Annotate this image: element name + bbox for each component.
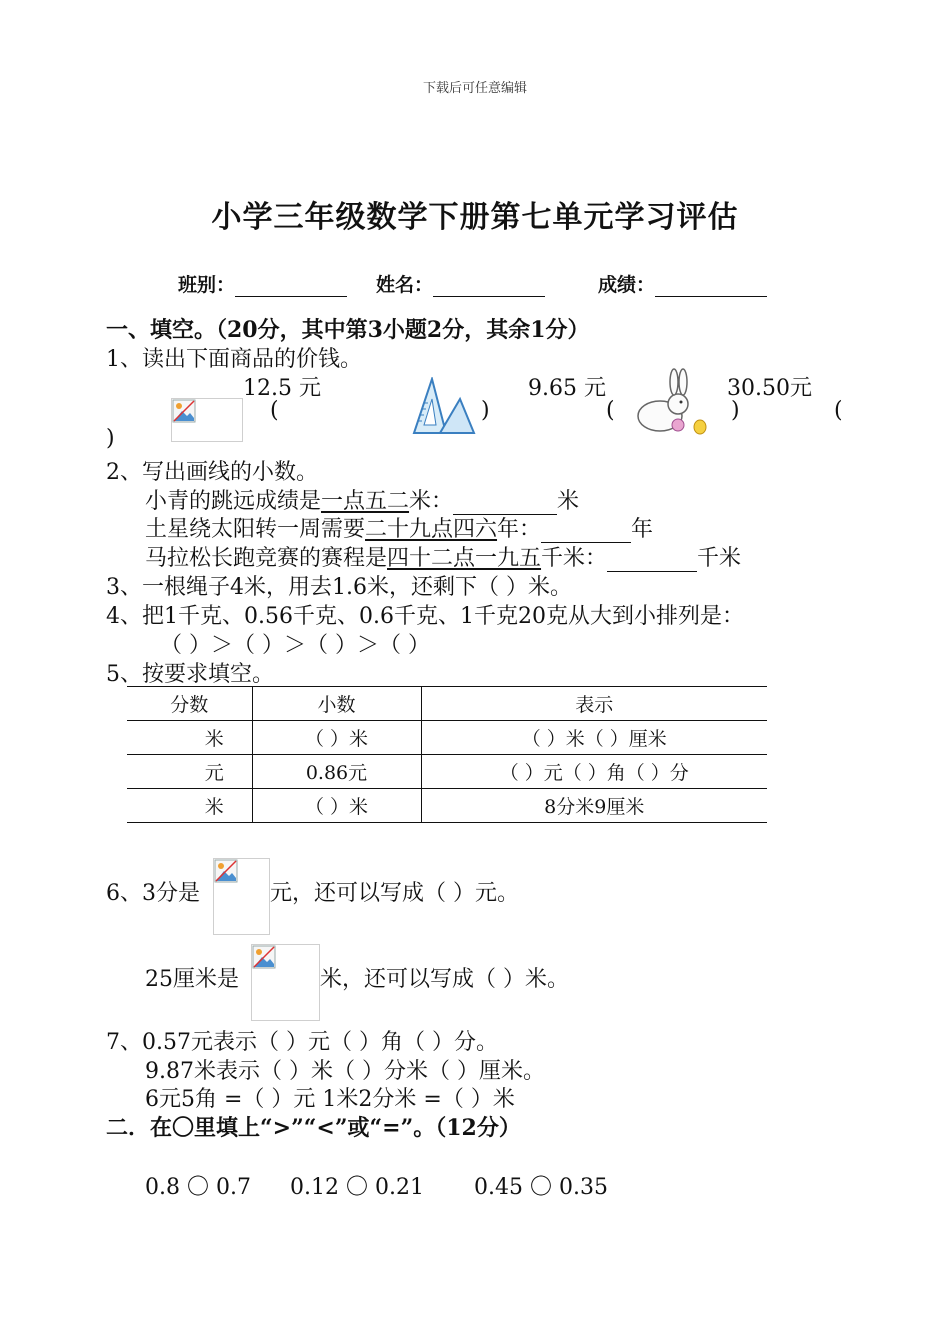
q2-l2-pre: 土星绕太阳转一周需要 xyxy=(145,517,366,542)
comparison-item: 0.8 〇 0.7 xyxy=(145,1175,251,1200)
q6-line-2-pre: 25厘米是 xyxy=(145,967,239,992)
q2-l2-underlined: 二十九点四六 xyxy=(365,517,498,542)
q2-l1-unit: 米 xyxy=(557,489,580,514)
q2-l2-blank[interactable] xyxy=(541,520,631,543)
q4-line-1: 4、把1千克、0.56千克、0.6千克、1千克20克从大到小排列是： xyxy=(106,604,744,629)
name-field xyxy=(376,270,545,297)
q1-paren-open-3: ( xyxy=(834,398,843,423)
name-blank[interactable] xyxy=(433,278,545,297)
q2-l3-unit: 千米 xyxy=(697,546,742,571)
q6-line-1-post: 元，还可以写成（ ）元。 xyxy=(270,881,519,906)
q2-line-3 xyxy=(145,541,741,572)
q5-text: 5、按要求填空。 xyxy=(106,662,274,687)
name-label: 姓名： xyxy=(376,274,434,296)
table-cell: 0.86元 xyxy=(252,755,421,789)
q1-paren-close-3: ) xyxy=(106,426,115,451)
q1-paren-close-2: ) xyxy=(731,398,740,423)
page-title: 小学三年级数学下册第七单元学习评估 xyxy=(211,200,739,235)
fraction-image-icon xyxy=(213,858,270,935)
q1-price-2: 9.65 元 xyxy=(528,376,606,401)
table-header-cell: 分数 xyxy=(170,694,209,716)
fraction-image-icon xyxy=(251,944,320,1021)
table-cell: （ ）元（ ）角（ ）分 xyxy=(421,755,767,789)
section2-heading: 二．在〇里填上“>”“<”或“=”。（12分） xyxy=(106,1115,521,1141)
table-cell: 米 xyxy=(204,728,224,750)
rabbit-icon xyxy=(634,368,714,438)
image-placeholder-icon xyxy=(171,398,243,442)
q2-l1-post: 米： xyxy=(409,489,454,514)
table-header-row xyxy=(127,687,767,721)
q2-l1-pre: 小青的跳远成绩是 xyxy=(145,489,322,514)
class-label: 班别： xyxy=(178,274,236,296)
table-cell: （ ）米 xyxy=(252,721,421,755)
q1-price-3: 30.50元 xyxy=(727,376,812,401)
q2-l2-unit: 年 xyxy=(631,517,654,542)
score-field xyxy=(598,270,767,297)
q7-line-2: 9.87米表示（ ）米（ ）分米（ ）厘米。 xyxy=(145,1059,545,1084)
score-blank[interactable] xyxy=(655,278,767,297)
table-cell: 元 xyxy=(204,762,224,784)
q1-paren-open-2: ( xyxy=(606,398,615,423)
q1-text: 1、读出下面商品的价钱。 xyxy=(106,347,362,372)
q6-line-1-pre: 6、3分是 xyxy=(106,881,200,906)
section1-heading: 一、填空。（20分，其中第3小题2分，其余1分） xyxy=(106,317,590,343)
q4-line-2: （ ）＞（ ）＞（ ）＞（ ） xyxy=(160,633,430,658)
table-row xyxy=(127,721,767,755)
q5-table xyxy=(127,686,767,823)
q7-line-1: 7、0.57元表示（ ）元（ ）角（ ）分。 xyxy=(106,1030,498,1055)
q3-text: 3、一根绳子4米，用去1.6米，还剩下（ ）米。 xyxy=(106,575,572,600)
comparison-item: 0.12 〇 0.21 xyxy=(290,1175,424,1200)
table-cell: 8分米9厘米 xyxy=(421,789,767,823)
score-label: 成绩： xyxy=(598,274,656,296)
class-field xyxy=(178,270,347,297)
class-blank[interactable] xyxy=(235,278,347,297)
table-row xyxy=(127,789,767,823)
q2-line-2 xyxy=(145,512,653,543)
q2-l1-underlined: 一点五二 xyxy=(321,489,410,514)
q1-paren-close-1: ) xyxy=(481,398,490,423)
table-row xyxy=(127,755,767,789)
table-cell: 米 xyxy=(204,796,224,818)
q6-line-2-post: 米，还可以写成（ ）米。 xyxy=(320,967,569,992)
table-header-cell: 小数 xyxy=(252,687,421,721)
table-header-cell: 表示 xyxy=(421,687,767,721)
q2-l3-post: 千米： xyxy=(541,546,608,571)
q1-price-1: 12.5 元 xyxy=(243,376,321,401)
q2-l3-blank[interactable] xyxy=(607,549,697,572)
q2-line-1 xyxy=(145,484,579,515)
set-square-icon xyxy=(410,377,478,437)
header-note: 下载后可任意编辑 xyxy=(422,81,527,96)
table-cell: （ ）米（ ）厘米 xyxy=(421,721,767,755)
q2-l2-post: 年： xyxy=(497,517,542,542)
table-cell: （ ）米 xyxy=(252,789,421,823)
comparison-item: 0.45 〇 0.35 xyxy=(474,1175,608,1200)
q2-text: 2、写出画线的小数。 xyxy=(106,460,318,485)
q2-l3-pre: 马拉松长跑竞赛的赛程是 xyxy=(145,546,388,571)
q1-paren-open-1: ( xyxy=(270,398,279,423)
q7-line-3: 6元5角 =（ ）元 1米2分米 =（ ）米 xyxy=(145,1087,515,1112)
q2-l3-underlined: 四十二点一九五 xyxy=(387,546,542,571)
